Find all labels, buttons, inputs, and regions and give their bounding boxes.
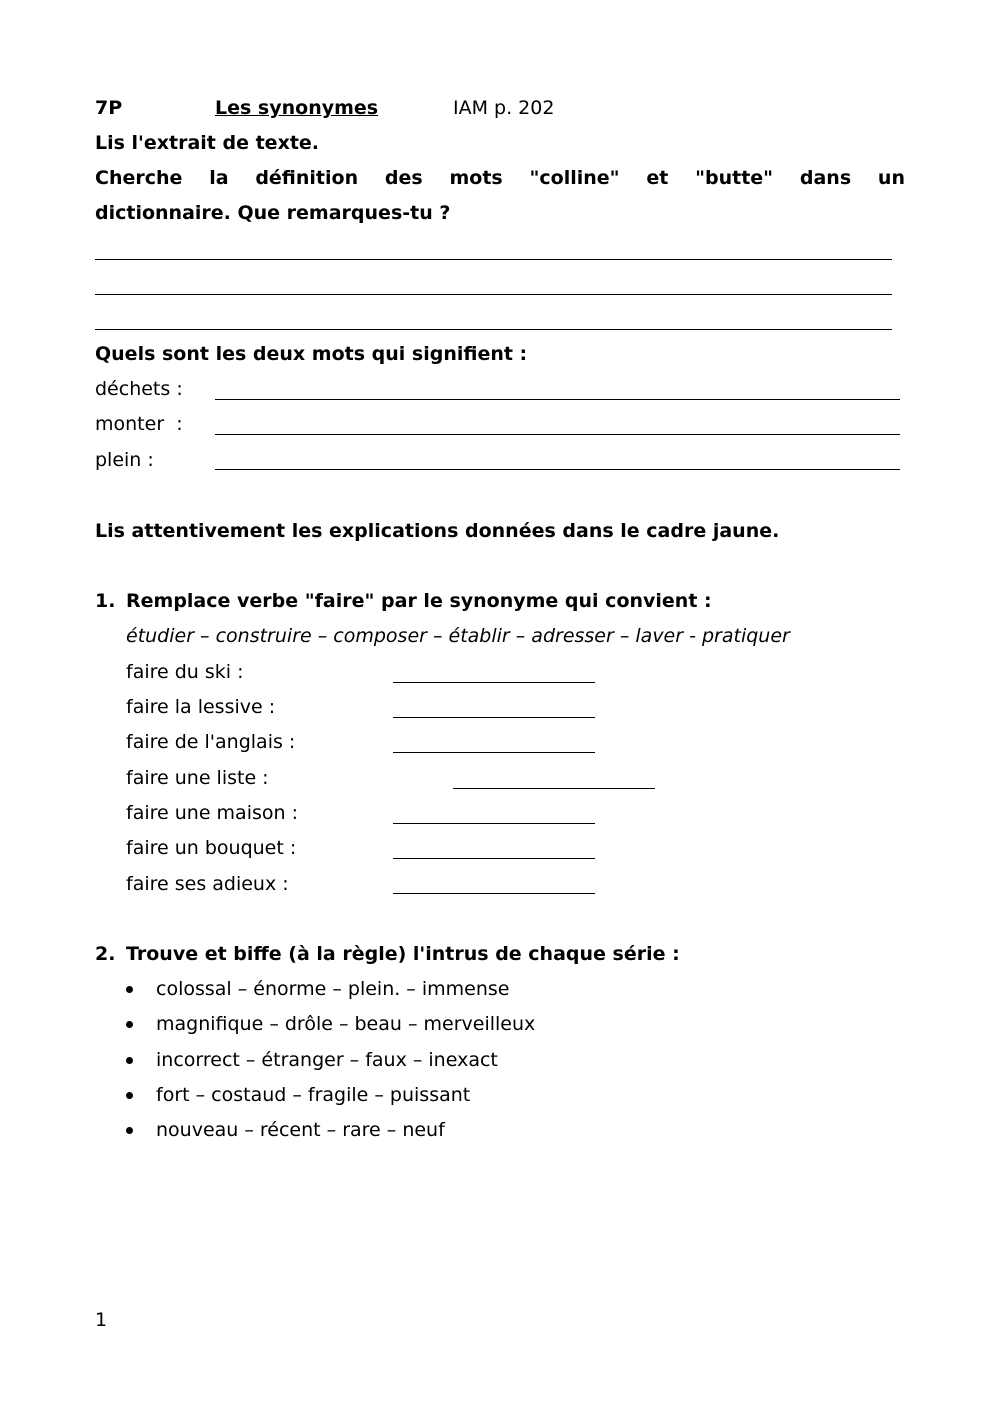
exercise-1-word-bank: étudier – construire – composer – établir – adresser – laver - pratiquer [126,625,790,647]
bullet-icon [126,1092,133,1099]
exercise-1-answer-line[interactable] [393,717,595,718]
instruction-dictionary-cont: dictionnaire. Que remarques-tu ? [95,202,451,224]
meaning-label: déchets : [95,378,183,400]
page-reference: IAM p. 202 [453,97,555,119]
answer-line[interactable] [95,259,892,260]
instruction-read-extract: Lis l'extrait de texte. [95,132,320,154]
meanings-question: Quels sont les deux mots qui signifient : [95,343,528,365]
exercise-1-item-label: faire une maison : [126,802,298,824]
meaning-label: plein : [95,449,154,471]
page-number: 1 [95,1309,108,1331]
exercise-1-title: Remplace verbe "faire" par le synonyme qui convient : [126,590,712,612]
series-item[interactable]: fort – costaud – fragile – puissant [156,1084,471,1106]
bullet-icon [126,1127,133,1134]
answer-line[interactable] [95,329,892,330]
exercise-1-answer-line[interactable] [393,893,595,894]
exercise-1-item-label: faire de l'anglais : [126,731,296,753]
word: dans [799,167,852,189]
exercise-1-answer-line[interactable] [393,682,595,683]
word: Cherche [95,167,183,189]
bullet-icon [126,986,133,993]
word: et [646,167,669,189]
meaning-label: monter : [95,413,183,435]
exercise-1-item-label: faire du ski : [126,661,244,683]
exercise-1-number: 1. [95,590,116,612]
word: la [209,167,229,189]
word: mots [449,167,503,189]
bullet-icon [126,1021,133,1028]
exercise-1-item-label: faire ses adieux : [126,873,289,895]
word: un [877,167,905,189]
word: définition [255,167,359,189]
exercise-1-item-label: faire la lessive : [126,696,276,718]
meaning-answer-line[interactable] [215,469,900,470]
page-title: Les synonymes [215,97,379,119]
word: des [384,167,423,189]
series-item[interactable]: incorrect – étranger – faux – inexact [156,1049,498,1071]
instruction-dictionary [95,169,905,188]
bullet-icon [126,1057,133,1064]
word: "colline" [529,167,620,189]
series-item[interactable]: nouveau – récent – rare – neuf [156,1119,445,1141]
exercise-1-item-label: faire un bouquet : [126,837,297,859]
series-item[interactable]: colossal – énorme – plein. – immense [156,978,510,1000]
series-item[interactable]: magnifique – drôle – beau – merveilleux [156,1013,536,1035]
read-yellow-box-instruction: Lis attentivement les explications données dans le cadre jaune. [95,520,780,542]
exercise-2-number: 2. [95,943,116,965]
exercise-2-title: Trouve et biffe (à la règle) l'intrus de chaque série : [126,943,680,965]
exercise-1-answer-line[interactable] [393,823,595,824]
exercise-1-answer-line[interactable] [453,788,655,789]
word: "butte" [695,167,774,189]
exercise-1-item-label: faire une liste : [126,767,269,789]
meaning-answer-line[interactable] [215,399,900,400]
meaning-answer-line[interactable] [215,434,900,435]
grade-label: 7P [95,97,123,119]
exercise-1-answer-line[interactable] [393,858,595,859]
exercise-1-answer-line[interactable] [393,752,595,753]
answer-line[interactable] [95,294,892,295]
